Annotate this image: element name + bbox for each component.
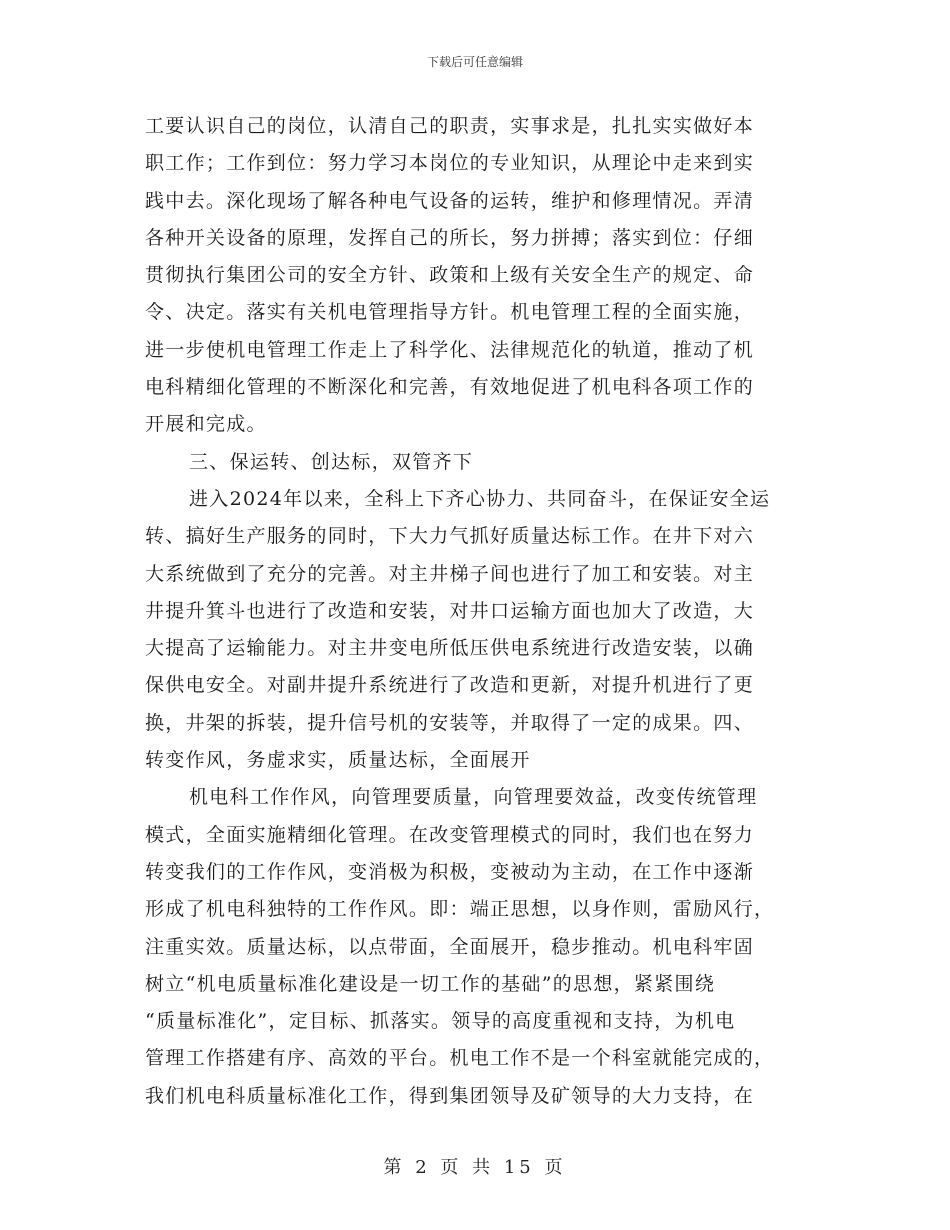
paragraph-line: 转变我们的工作作风，变消极为积极，变被动为主动，在工作中逐渐 [145,860,755,883]
paragraph-line: 大系统做到了充分的完善。对主井梯子间也进行了加工和安装。对主 [145,562,755,585]
paragraph-line: 转变作风，务虚求实，质量达标，全面展开 [145,749,531,772]
paragraph-line: 践中去。深化现场了解各种电气设备的运转，维护和修理情况。弄清 [145,189,755,212]
paragraph-line: 树立“机电质量标准化建设是一切工作的基础”的思想，紧紧围绕 [145,972,716,995]
paragraph-line: 电科精细化管理的不断深化和完善，有效地促进了机电科各项工作的 [145,376,755,399]
page-number-footer: 第 2 页 共 15 页 [383,1157,567,1178]
paragraph-line: 我们机电科质量标准化工作，得到集团领导及矿领导的大力支持，在 [145,1084,755,1107]
paragraph-line: 管理工作搭建有序、高效的平台。机电工作不是一个科室就能完成的， [145,1047,775,1070]
paragraph-line: 大提高了运输能力。对主井变电所低压供电系统进行改造安装，以确 [145,637,755,660]
paragraph-line: 转、搞好生产服务的同时，下大力气抓好质量达标工作。在井下对六 [145,525,755,548]
paragraph-line: 机电科工作作风，向管理要质量，向管理要效益，改变传统管理 [189,786,758,809]
paragraph-line: 各种开关设备的原理，发挥自己的所长，努力拼搏；落实到位：仔细 [145,226,755,249]
paragraph-line: 进一步使机电管理工作走上了科学化、法律规范化的轨道，推动了机 [145,338,755,361]
paragraph-line: 注重实效。质量达标，以点带面，全面展开，稳步推动。机电科牢固 [145,935,755,958]
paragraph-line: 令、决定。落实有关机电管理指导方针。机电管理工程的全面实施， [145,301,755,324]
paragraph-line: 保供电安全。对副井提升系统进行了改造和更新，对提升机进行了更 [145,674,755,697]
paragraph-line: “质量标准化”，定目标、抓落实。领导的高度重视和支持，为机电 [145,1010,736,1033]
paragraph-line: 形成了机电科独特的工作作风。即：端正思想，以身作则，雷励风行， [145,898,775,921]
paragraph-line: 模式，全面实施精细化管理。在改变管理模式的同时，我们也在努力 [145,823,755,846]
paragraph-line: 开展和完成。 [145,413,267,436]
paragraph-line: 井提升箕斗也进行了改造和安装，对井口运输方面也加大了改造，大 [145,599,755,622]
paragraph-line: 工要认识自己的岗位，认清自己的职责，实事求是，扎扎实实做好本 [145,115,755,137]
paragraph-line: 换，井架的拆装，提升信号机的安装等，并取得了一定的成果。四、 [145,711,755,734]
paragraph-line: 贯彻执行集团公司的安全方针、政策和上级有关安全生产的规定、命 [145,264,755,287]
paragraph-line: 三、保运转、创达标，双管齐下 [189,450,474,473]
paragraph-line: 进入2024年以来，全科上下齐心协力、共同奋斗，在保证安全运 [189,487,771,510]
page-header: 下载后可任意编辑 [426,55,523,69]
paragraph-line: 职工作；工作到位：努力学习本岗位的专业知识，从理论中走来到实 [145,152,755,175]
document-body [145,108,810,1115]
